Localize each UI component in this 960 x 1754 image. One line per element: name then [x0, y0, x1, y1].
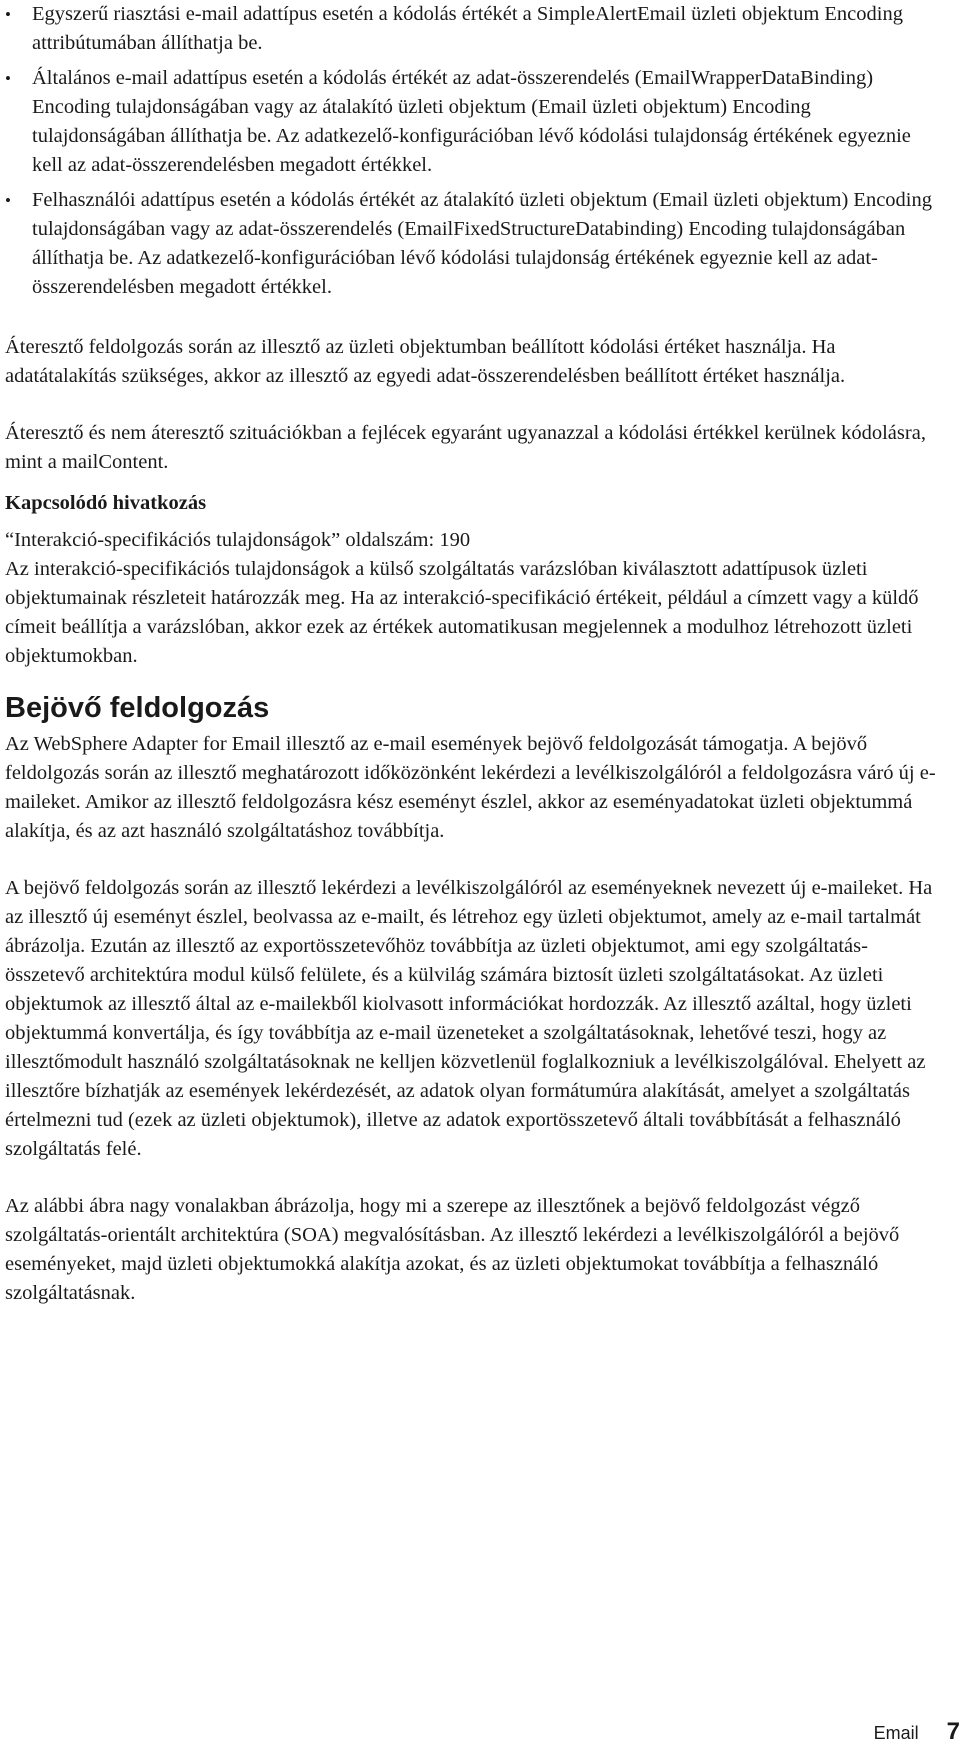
- bullet-item: [5, 64, 940, 180]
- document-page: [5, 0, 940, 1308]
- bullet-text: Általános e-mail adattípus esetén a kódolás értékét az adat-összerendelés (EmailWrapperDataBinding) Encoding tulajdonságában vagy az átalakító üzleti objektum (Email üzleti objektum) Encoding tulajdonságában állíthatja be. Az adatkezelő-konfigurációban lévő kódolási tulajdonság értékének egyeznie kell az adat-összerendelésben megadott értékkel.: [32, 67, 911, 176]
- related-heading: Kapcsolódó hivatkozás: [5, 492, 207, 514]
- bullet-dot-icon: •: [5, 191, 11, 210]
- footer-label: Email: [873, 1723, 919, 1743]
- bullet-item: [5, 186, 940, 302]
- section-paragraph: Az WebSphere Adapter for Email illesztő az e-mail események bejövő feldolgozását támogatja. A bejövő feldolgozás során az illesztő meghatározott időközönként lekérdezi a levélkiszolgálóról a feldolgozásra váró új e-maileket. Amikor az illesztő feldolgozásra kész eseményt észlel, akkor az eseményadatokat üzleti objektummá alakítja, és az azt használó szolgáltatáshoz továbbítja.: [5, 733, 936, 842]
- passthrough-paragraph: Áteresztő feldolgozás során az illesztő az üzleti objektumban beállított kódolási értéket használja. Ha adatátalakítás szükséges, akkor az illesztő az egyedi adat-összerendelésben beállított értéket használja.: [5, 336, 846, 387]
- related-link[interactable]: “Interakció-specifikációs tulajdonságok” oldalszám: 190: [5, 529, 471, 551]
- bullet-dot-icon: •: [5, 69, 11, 88]
- bullet-text: Egyszerű riasztási e-mail adattípus esetén a kódolás értékét a SimpleAlertEmail üzleti objektum Encoding attribútumában állíthatja be.: [32, 3, 903, 54]
- page-footer: [770, 1718, 960, 1746]
- section-title: Bejövő feldolgozás: [5, 692, 270, 724]
- bullet-dot-icon: •: [5, 5, 11, 24]
- section-paragraph: Az alábbi ábra nagy vonalakban ábrázolja, hogy mi a szerepe az illesztőnek a bejövő feldolgozást végző szolgáltatás-orientált architektúra (SOA) megvalósításban. Az illesztő lekérdezi a levélkiszolgálóról a bejövő eseményeket, majd üzleti objektumokká alakítja azokat, és az üzleti objektumokat továbbítja a felhasználó szolgáltatásnak.: [5, 1195, 900, 1304]
- bullet-text: Felhasználói adattípus esetén a kódolás értékét az átalakító üzleti objektum (Email üzleti objektum) Encoding tulajdonságában vagy az adat-összerendelés (EmailFixedStructureDatabinding) Encoding tulajdonságában állíthatja be. Az adatkezelő-konfigurációban lévő kódolási tulajdonság értékének egyeznie kell az adat-összerendelésben megadott értékkel.: [32, 189, 932, 298]
- page-number: 7: [946, 1718, 960, 1745]
- related-description: Az interakció-specifikációs tulajdonságok a külső szolgáltatás varázslóban kiválasztott adattípusok üzleti objektumainak részleteit határozzák meg. Ha az interakció-specifikáció értékeit, például a címzett vagy a küldő címeit beállítja a varázslóban, akkor ezek az értékek automatikusan megjelennek a modulhoz létrehozott üzleti objektumokban.: [5, 558, 919, 667]
- headers-paragraph: Áteresztő és nem áteresztő szituációkban a fejlécek egyaránt ugyanazzal a kódolási értékkel kerülnek kódolásra, mint a mailContent.: [5, 422, 926, 473]
- bullet-item: [5, 0, 940, 58]
- encoding-bullet-list: [5, 0, 940, 302]
- section-paragraph: A bejövő feldolgozás során az illesztő lekérdezi a levélkiszolgálóról az eseményeknek nevezett új e-maileket. Ha az illesztő új eseményt észlel, beolvassa az e-mailt, és létrehoz egy üzleti objektumot, amely az e-mail tartalmát ábrázolja. Ezután az illesztő az exportösszetevőhöz továbbítja az üzleti objektumot, ami egy szolgáltatás-összetevő architektúra modul külső felülete, és a külvilág számára biztosít üzleti szolgáltatásokat. Az üzleti objektumok az illesztő által az e-mailekből kiolvasott információkat hordozzák. Az illesztő azáltal, hogy üzleti objektummá konvertálja, és így továbbítja az e-mail üzeneteket a szolgáltatásoknak, lehetővé teszi, hogy az illesztőmodult használó szolgáltatásoknak ne kelljen közvetlenül foglalkozniuk a levélkiszolgálóval. Ehelyett az illesztőre bízhatják az események lekérdezését, az adatok olyan formátumúra alakítását, amelyet a szolgáltatás értelmezni tud (ezek az üzleti objektumok), illetve az adatok exportösszetevő általi továbbítását a felhasználó szolgáltatás felé.: [5, 877, 933, 1160]
- related-reference: [5, 489, 940, 671]
